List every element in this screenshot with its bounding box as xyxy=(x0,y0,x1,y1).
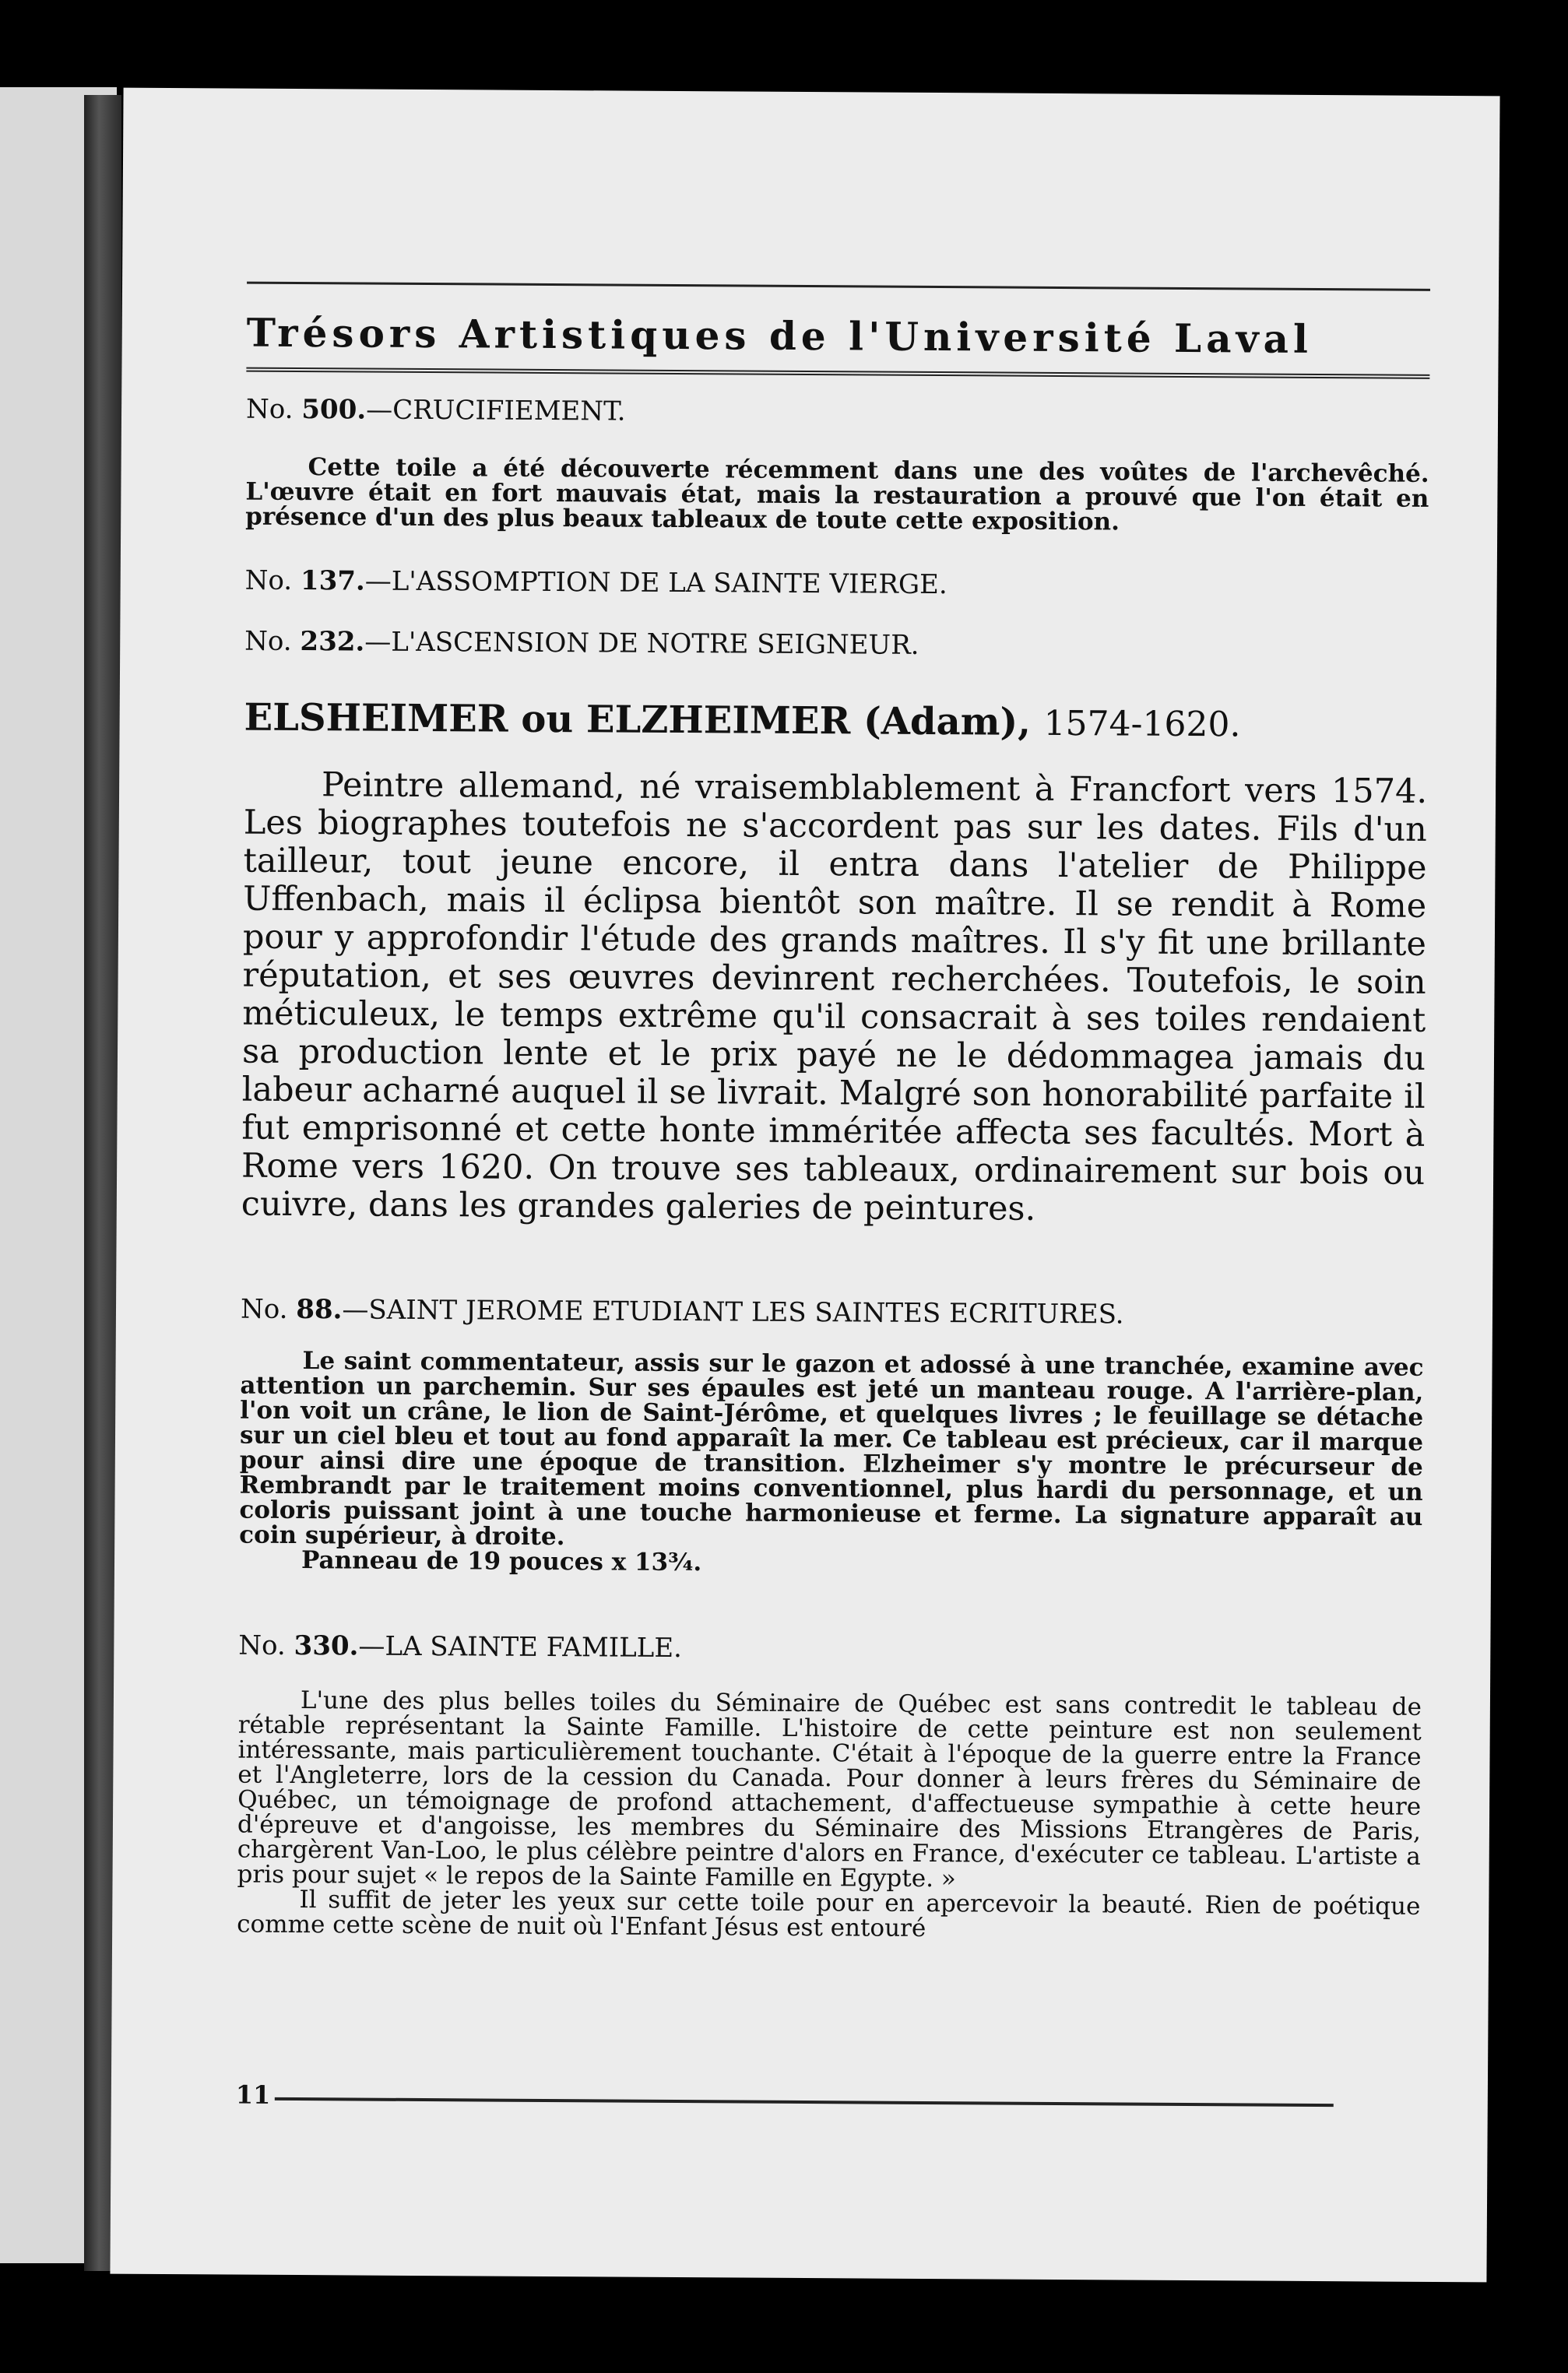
page-number: 11 xyxy=(235,2079,271,2110)
entry-text-500: Cette toile a été découverte récemment dans une des voûtes de l'archevêché. L'œuvre était en fort mauvais état, mais la restauration a prouvé que l'on était en présence d'un des plus beaux tableaux de toute cette exposition. xyxy=(245,453,1429,536)
book-page xyxy=(110,88,1499,2283)
artist-biography: Peintre allemand, né vraisemblablement à Francfort vers 1574. Les biographes toutefois ne s'accordent pas sur les dates. Fils d'un tailleur, tout jeune encore, il entra dans l'atelier de Philippe Uffenbach, mais il éclipsa bientôt son maître. Il se rendit à Rome pour y approfondir l'étude des grands maîtres. Il s'y fit une brillante réputation, et ses œuvres devinrent recherchées. Toutefois, le soin méticuleux, le temps extrême qu'il consacrait à ses toiles rendaient sa production lente et le prix payé ne le dédommagea jamais du labeur acharné auquel il se livrait. Malgré son honorabilité parfaite il fut emprisonné et cette honte imméritée affecta ses facultés. Mort à Rome vers 1620. On trouve ses tableaux, ordinairement sur bois ou cuivre, dans les grandes galeries de peintures. xyxy=(241,765,1428,1229)
entry-text-88: Le saint commentateur, assis sur le gazon et adossé à une tranchée, examine avec attention un parchemin. Sur ses épaules est jeté un manteau rouge. A l'arrière-plan, l'on voit un crâne, le lion de Saint-Jérôme, et quelques livres ; le feuillage se détache sur un ciel bleu et tout au fond apparaît la mer. Ce tableau est précieux, car il marque pour ainsi dire une époque de transition. Elzheimer s'y montre le précurseur de Rembrandt par le traitement moins conventionnel, plus hardi du personnage, et un coloris puissant joint à une touche harmonieuse et ferme. La signature apparaît au coin supérieur, à droite. Panneau de 19 pouces x 13¾. xyxy=(239,1347,1424,1577)
entry-heading-330: No. 330.—LA SAINTE FAMILLE. xyxy=(238,1629,683,1665)
entry-text-330: L'une des plus belles toiles du Séminaire de Québec est sans contredit le tableau de rétable représentant la Sainte Famille. L'histoire de cette peinture est non seulement intéressante, mais particulièrement touchante. C'était à l'époque de la guerre entre la France et l'Angleterre, lors de la cession du Canada. Pour donner à leurs frères du Séminaire de Québec, un témoignage de profond attachement, d'affectueuse sympathie à cette heure d'épreuve et d'angoisse, les membres du Séminaire des Missions Etrangères de Paris, chargèrent Van-Loo, le plus célèbre peintre d'alors en France, d'exécuter ce tableau. L'artiste a pris pour sujet « le repos de la Sainte Famille en Egypte. » Il suffit de jeter les yeux sur cette toile pour en apercevoir la beauté. Rien de poétique comme cette scène de nuit où l'Enfant Jésus est entouré xyxy=(237,1686,1422,1942)
top-rule xyxy=(247,282,1430,291)
entry-heading-500: No. 500.—CRUCIFIEMENT. xyxy=(245,393,626,427)
entry-heading-232: No. 232.—L'ASCENSION DE NOTRE SEIGNEUR. xyxy=(244,625,919,661)
entry-heading-88: No. 88.—SAINT JEROME ETUDIANT LES SAINTES ECRITURES. xyxy=(240,1293,1124,1331)
artist-heading: ELSHEIMER ou ELZHEIMER (Adam), 1574-1620. xyxy=(244,695,1241,745)
header-rule xyxy=(246,367,1429,382)
entry-heading-137: No. 137.—L'ASSOMPTION DE LA SAINTE VIERGE. xyxy=(244,564,947,601)
running-header: Trésors Artistiques de l'Université Laval xyxy=(246,309,1313,362)
bottom-rule xyxy=(275,2097,1334,2107)
page-content xyxy=(235,89,1432,2110)
